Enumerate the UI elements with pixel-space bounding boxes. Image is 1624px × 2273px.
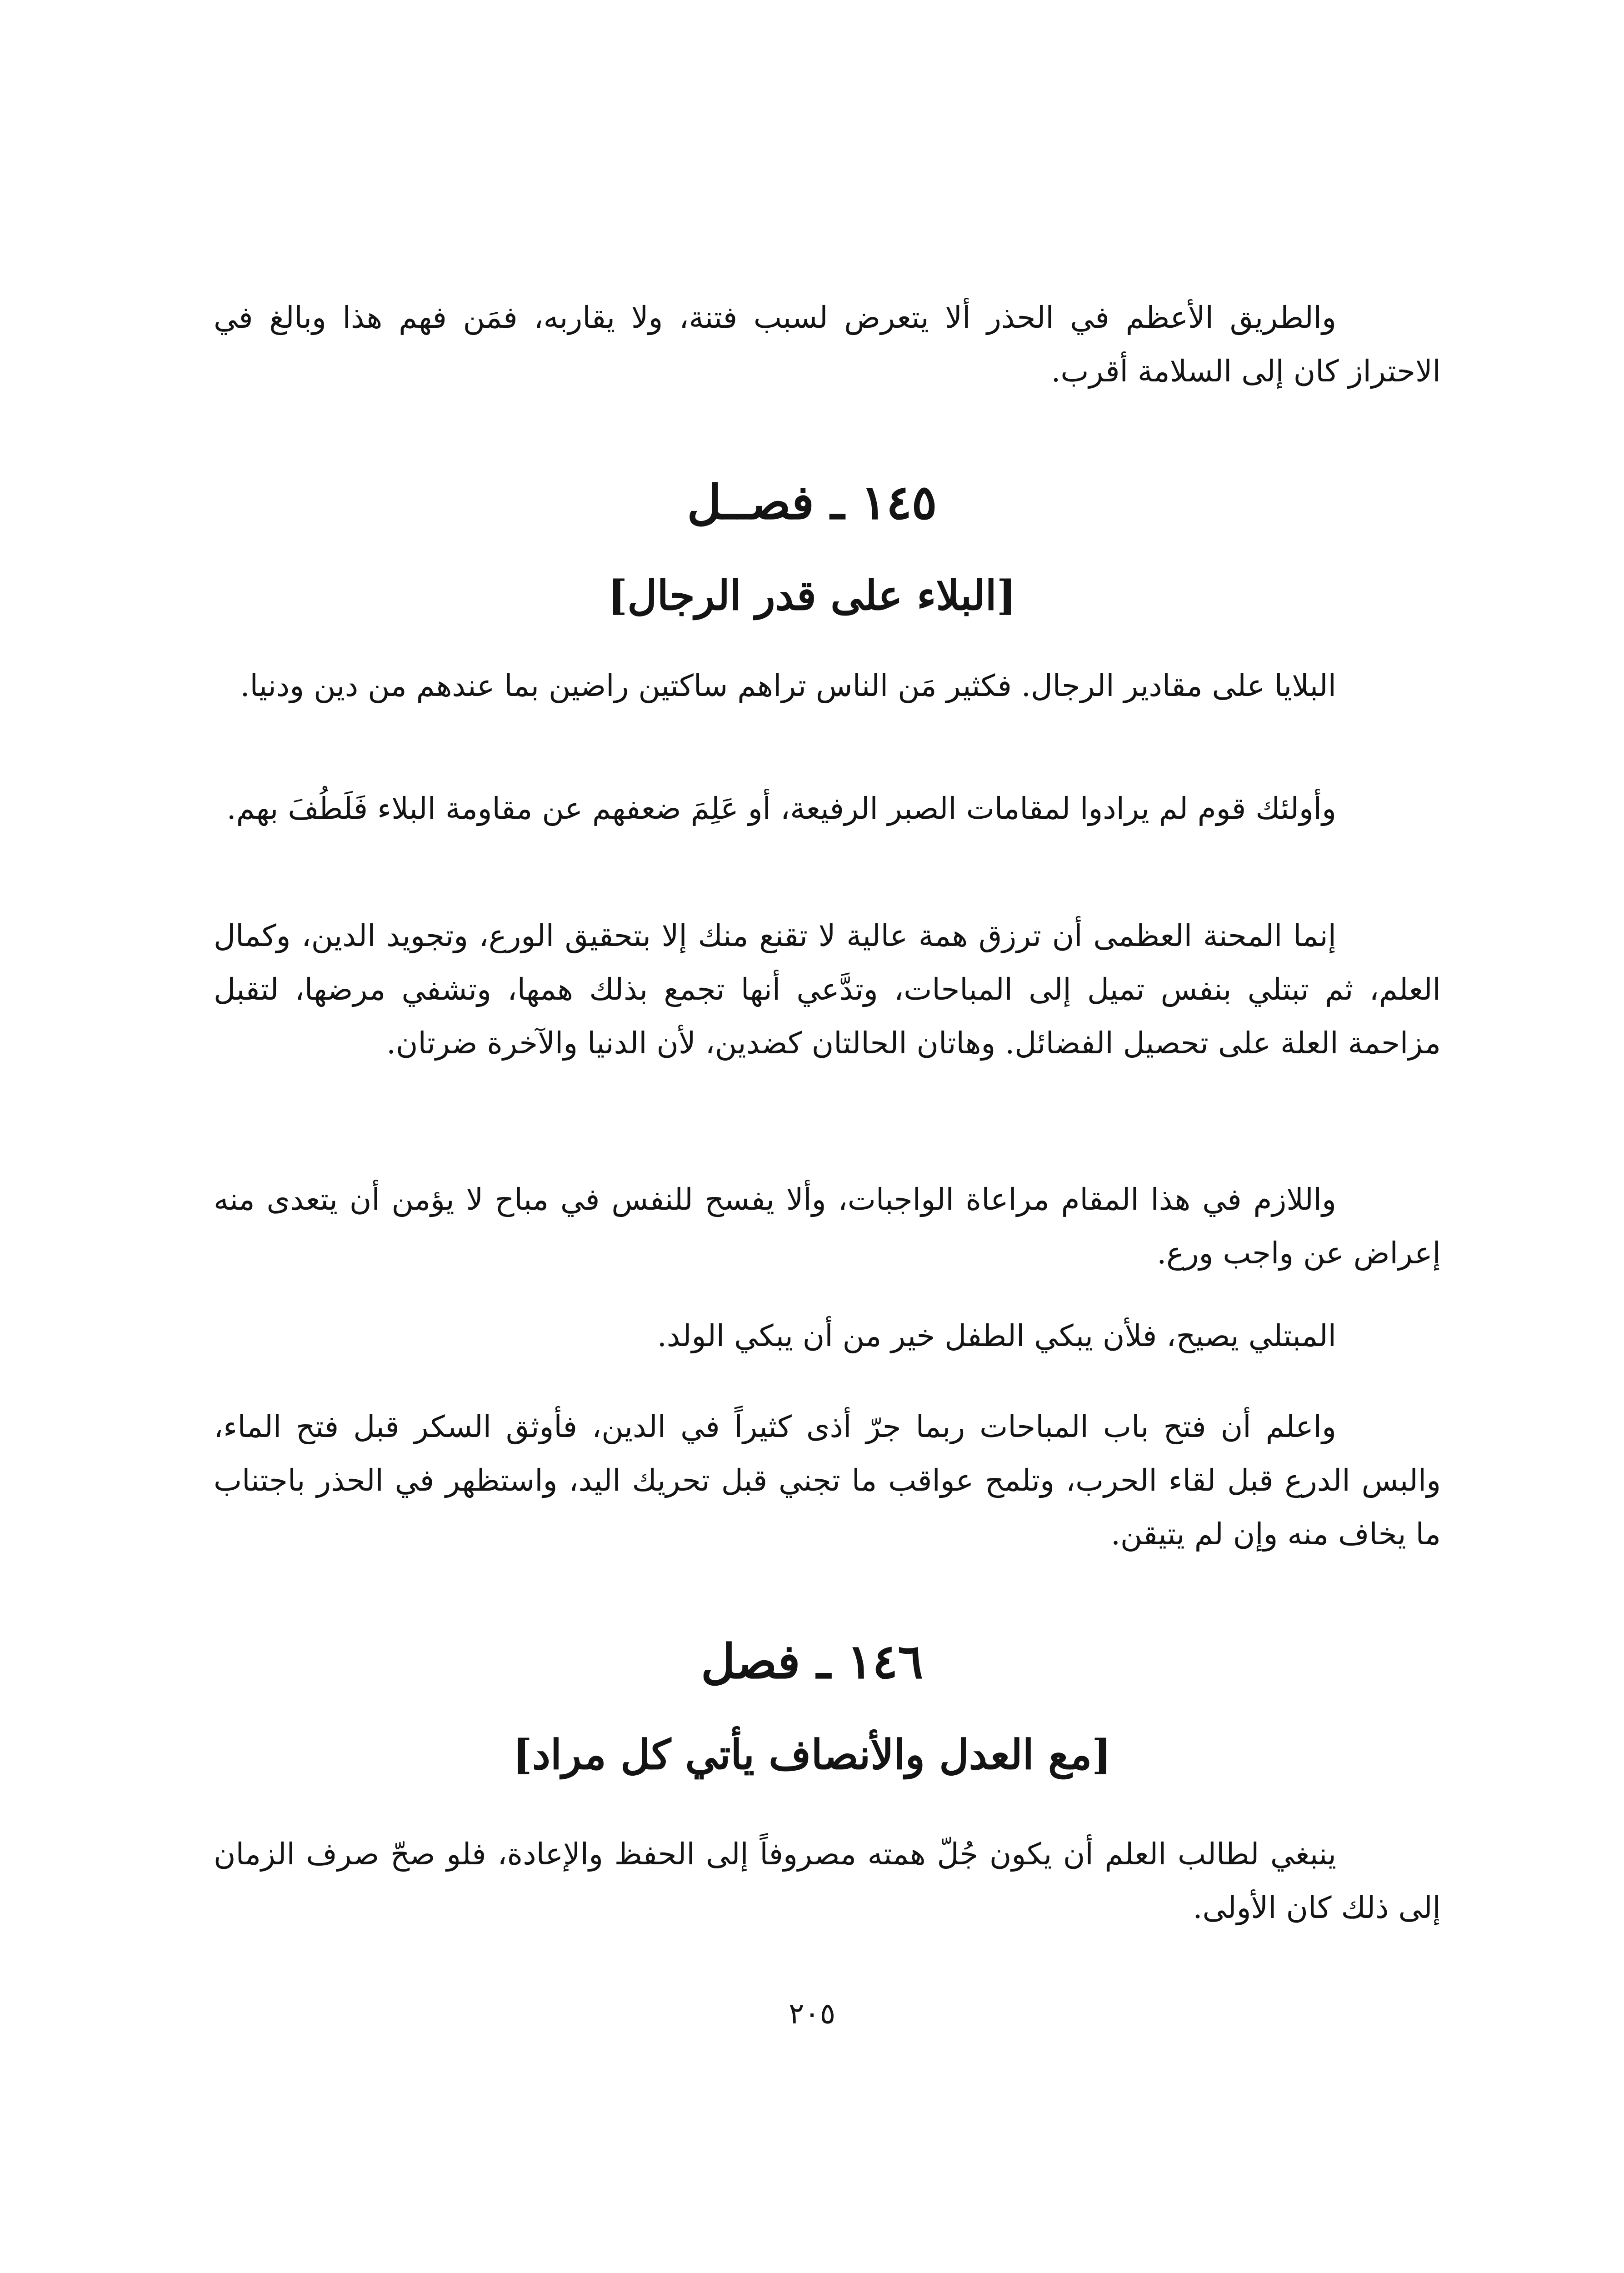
- paragraph-block: [214, 659, 1441, 713]
- section-title: [مع العدل والأنصاف يأتي كل مراد]: [513, 1731, 1111, 1779]
- paragraph: واعلم أن فتح باب المباحات ربما جرّ أذى كثيراً في الدين، فأوثق السكر قبل فتح الماء، والبس الدرع قبل لقاء الحرب، وتلمح عواقب ما تجني قبل تحريك اليد، واستظهر في الحذر باجتناب ما يخاف منه وإن لم يتيقن.: [214, 1409, 1441, 1552]
- paragraph-block: [214, 909, 1441, 1070]
- paragraph-block: [214, 1309, 1441, 1363]
- paragraph-block: [214, 782, 1441, 836]
- section-number: ١٤٦ ـ فصل: [700, 1633, 924, 1689]
- paragraph-block: [214, 1827, 1441, 1935]
- paragraph-block: [214, 291, 1441, 398]
- paragraph: إنما المحنة العظمى أن ترزق همة عالية لا تقنع منك إلا بتحقيق الورع، وتجويد الدين، وكمال العلم، ثم تبتلي بنفس تميل إلى المباحات، وتدَّعي أنها تجمع بذلك همها، وتشفي مرضها، لتقبل مزاحمة العلة على تحصيل الفضائل. وهاتان الحالتان كضدين، لأن الدنيا والآخرة ضرتان.: [214, 918, 1441, 1061]
- paragraph: ينبغي لطالب العلم أن يكون جُلّ همته مصروفاً إلى الحفظ والإعادة، فلو صحّ صرف الزمان إلى ذلك كان الأولى.: [214, 1837, 1441, 1925]
- page-number: ٢٠٥: [788, 1997, 836, 2031]
- paragraph: البلايا على مقادير الرجال. فكثير مَن الناس تراهم ساكتين راضين بما عندهم من دين ودنيا.: [240, 668, 1336, 703]
- paragraph: وأولئك قوم لم يرادوا لمقامات الصبر الرفيعة، أو عَلِمَ ضعفهم عن مقاومة البلاء فَلَطُفَ بهم.: [226, 791, 1336, 826]
- section-number: ١٤٥ ـ فصــل: [687, 474, 937, 530]
- paragraph: واللازم في هذا المقام مراعاة الواجبات، وألا يفسح للنفس في مباح لا يؤمن أن يتعدى منه إعراض عن واجب ورع.: [214, 1182, 1441, 1271]
- paragraph: المبتلي يصيح، فلأن يبكي الطفل خير من أن يبكي الولد.: [657, 1318, 1336, 1353]
- paragraph-block: [214, 1400, 1441, 1561]
- paragraph-block: [214, 1173, 1441, 1280]
- section-title: [البلاء على قدر الرجال]: [608, 571, 1016, 620]
- paragraph: والطريق الأعظم في الحذر ألا يتعرض لسبب فتنة، ولا يقاربه، فمَن فهم هذا وبالغ في الاحتراز كان إلى السلامة أقرب.: [214, 300, 1441, 389]
